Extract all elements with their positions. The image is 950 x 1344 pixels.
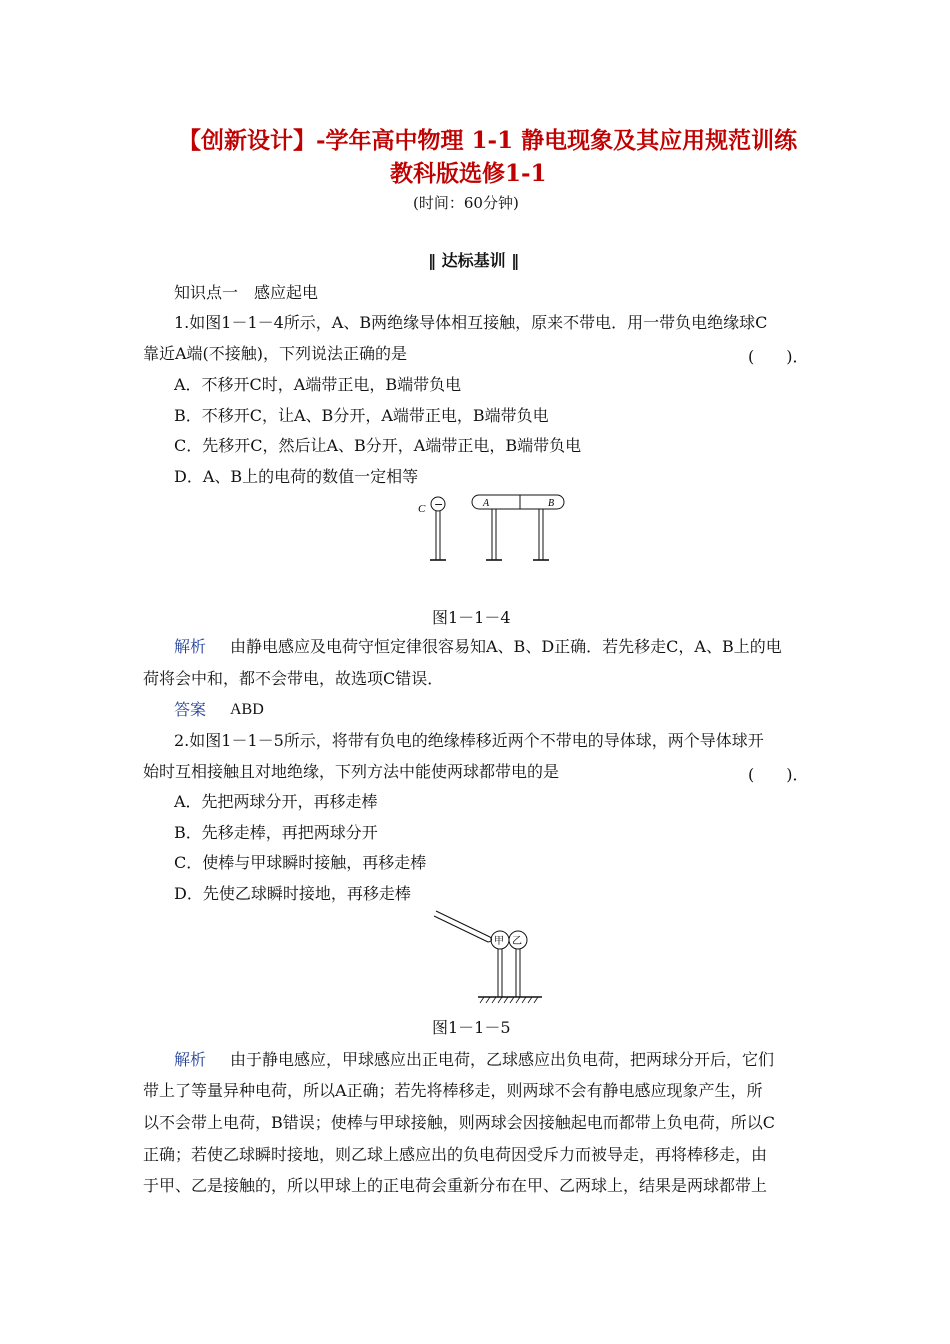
q1-answer: ABD: [230, 701, 264, 718]
q2-stem-line1: 2.如图1－1－5所示，将带有负电的绝缘棒移近两个不带电的导体球，两个导体球开: [174, 731, 764, 750]
q1-stem-line1: 1.如图1－1－4所示，A、B两绝缘导体相互接触，原来不带电．用一带负电绝缘球C: [174, 313, 768, 332]
doc-title-line2: 教科版选修1-1: [390, 160, 547, 187]
q1-stem-line2: 靠近A端(不接触)，下列说法正确的是: [143, 344, 408, 363]
q1-option-a: A．不移开C时，A端带正电，B端带负电: [174, 375, 462, 394]
q1-option-d: D．A、B上的电荷的数值一定相等: [174, 467, 419, 486]
q1-analysis-line2: 荷将会中和，都不会带电，故选项C错误．: [143, 669, 444, 688]
charge-sign: −: [434, 498, 444, 511]
q1-option-c: C．先移开C，然后让A、B分开，A端带正电，B端带负电: [174, 436, 582, 455]
q2-option-a: A．先把两球分开，再移走棒: [174, 792, 378, 811]
section-title: ‖ 达标基训 ‖: [428, 251, 520, 270]
q1-answer-label: 答案: [174, 700, 207, 719]
label-c: C: [418, 503, 426, 515]
q2-analysis-line2: 带上了等量异种电荷，所以A正确；若先将棒移走，则两球不会有静电感应现象产生，所: [143, 1081, 763, 1100]
label-yi: 乙: [512, 936, 522, 947]
q2-analysis-line4: 正确；若使乙球瞬时接地，则乙球上感应出的负电荷因受斥力而被导走，再将棒移走，由: [143, 1145, 768, 1164]
q2-stem-line2: 始时互相接触且对地绝缘，下列方法中能使两球都带电的是: [143, 762, 560, 781]
topic-heading: 知识点一 感应起电: [174, 283, 319, 302]
label-a: A: [483, 498, 490, 509]
q2-analysis-label: 解析: [174, 1050, 207, 1069]
q1-answer-blank: ( )．: [748, 347, 809, 366]
q1-analysis-line1: 由静电感应及电荷守恒定律很容易知A、B、D正确．若先移走C，A、B上的电: [230, 637, 782, 656]
q1-option-b: B．不移开C，让A、B分开，A端带正电，B端带负电: [174, 406, 549, 425]
figure-1-1-4-caption: 图1－1－4: [432, 608, 511, 627]
doc-title-line1: 【创新设计】-学年高中物理 1-1 静电现象及其应用规范训练: [178, 127, 798, 154]
q2-analysis-line1: 由于静电感应，甲球感应出正电荷，乙球感应出负电荷，把两球分开后，它们: [230, 1050, 775, 1069]
figure-1-1-5: [430, 905, 550, 1005]
label-b: B: [548, 498, 555, 509]
time-limit: (时间：60分钟): [413, 194, 519, 212]
q2-option-c: C．使棒与甲球瞬时接触，再移走棒: [174, 853, 427, 872]
q2-analysis-line5: 于甲、乙是接触的，所以甲球上的正电荷会重新分布在甲、乙两球上，结果是两球都带上: [143, 1176, 768, 1195]
q2-option-b: B．先移走棒，再把两球分开: [174, 823, 378, 842]
label-jia: 甲: [494, 936, 504, 947]
q2-analysis-line3: 以不会带上电荷，B错误；使棒与甲球接触，则两球会因接触起电而都带上负电荷，所以C: [143, 1113, 776, 1132]
q2-answer-blank: ( )．: [748, 765, 809, 784]
q1-analysis-label: 解析: [174, 637, 207, 656]
q2-option-d: D．先使乙球瞬时接地，再移走棒: [174, 884, 411, 903]
figure-1-1-4: [410, 490, 580, 568]
figure-1-1-5-caption: 图1－1－5: [432, 1018, 511, 1037]
